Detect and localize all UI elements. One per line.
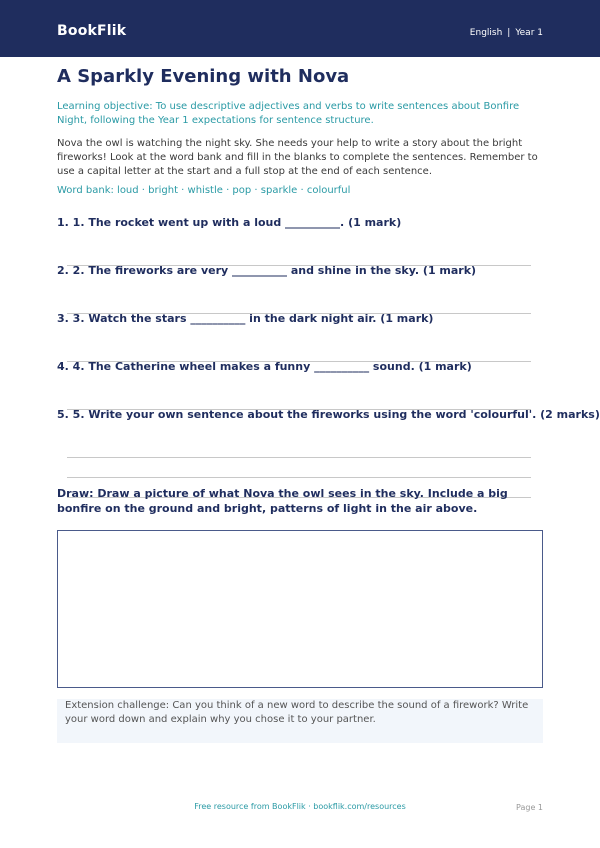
extension-box: [57, 699, 543, 743]
draw-prompt: Draw: Draw a picture of what Nova the owl sees in the sky. Include a big bonfire on the ground and bright, patterns of light in the air above.: [57, 487, 508, 515]
brand-logo[interactable]: BookFlik: [57, 23, 127, 39]
learning-objective: Learning objective: To use descriptive adjectives and verbs to write sentences about Bonfire Night, following the Year 1 expectations for sentence structure.: [57, 101, 520, 126]
answer-line-5a[interactable]: [67, 457, 531, 458]
header-bar: [0, 0, 600, 57]
question-1: 1. 1. The rocket went up with a loud __________. (1 mark): [57, 216, 402, 229]
meta-separator: |: [507, 28, 511, 38]
word-bank: Word bank: loud · bright · whistle · pop · sparkle · colourful: [57, 185, 351, 196]
subject-label: English: [469, 28, 503, 38]
question-5: 5. 5. Write your own sentence about the fireworks using the word 'colourful'. (2 marks): [57, 408, 600, 421]
question-4: 4. 4. The Catherine wheel makes a funny __________ sound. (1 mark): [57, 360, 472, 373]
question-3: 3. 3. Watch the stars __________ in the dark night air. (1 mark): [57, 312, 434, 325]
intro-text: Nova the owl is watching the night sky. She needs your help to write a story about the bright fireworks! Look at the word bank and fill in the blanks to complete the sentences. Remember to use a capital letter at the start and a full stop at the end of each sentence.: [57, 138, 538, 177]
footer-link[interactable]: Free resource from BookFlik · bookflik.com/resources: [194, 802, 406, 811]
year-label: Year 1: [515, 28, 543, 38]
subject-year: [470, 28, 543, 38]
drawing-area[interactable]: [57, 530, 543, 688]
page-title: A Sparkly Evening with Nova: [57, 66, 350, 87]
page-number: Page 1: [516, 803, 543, 812]
answer-line-5b[interactable]: [67, 477, 531, 478]
question-2: 2. 2. The fireworks are very __________ and shine in the sky. (1 mark): [57, 264, 477, 277]
extension-text: Extension challenge: Can you think of a new word to describe the sound of a firework? Write your word down and explain why you chose it to your partner.: [65, 700, 529, 725]
